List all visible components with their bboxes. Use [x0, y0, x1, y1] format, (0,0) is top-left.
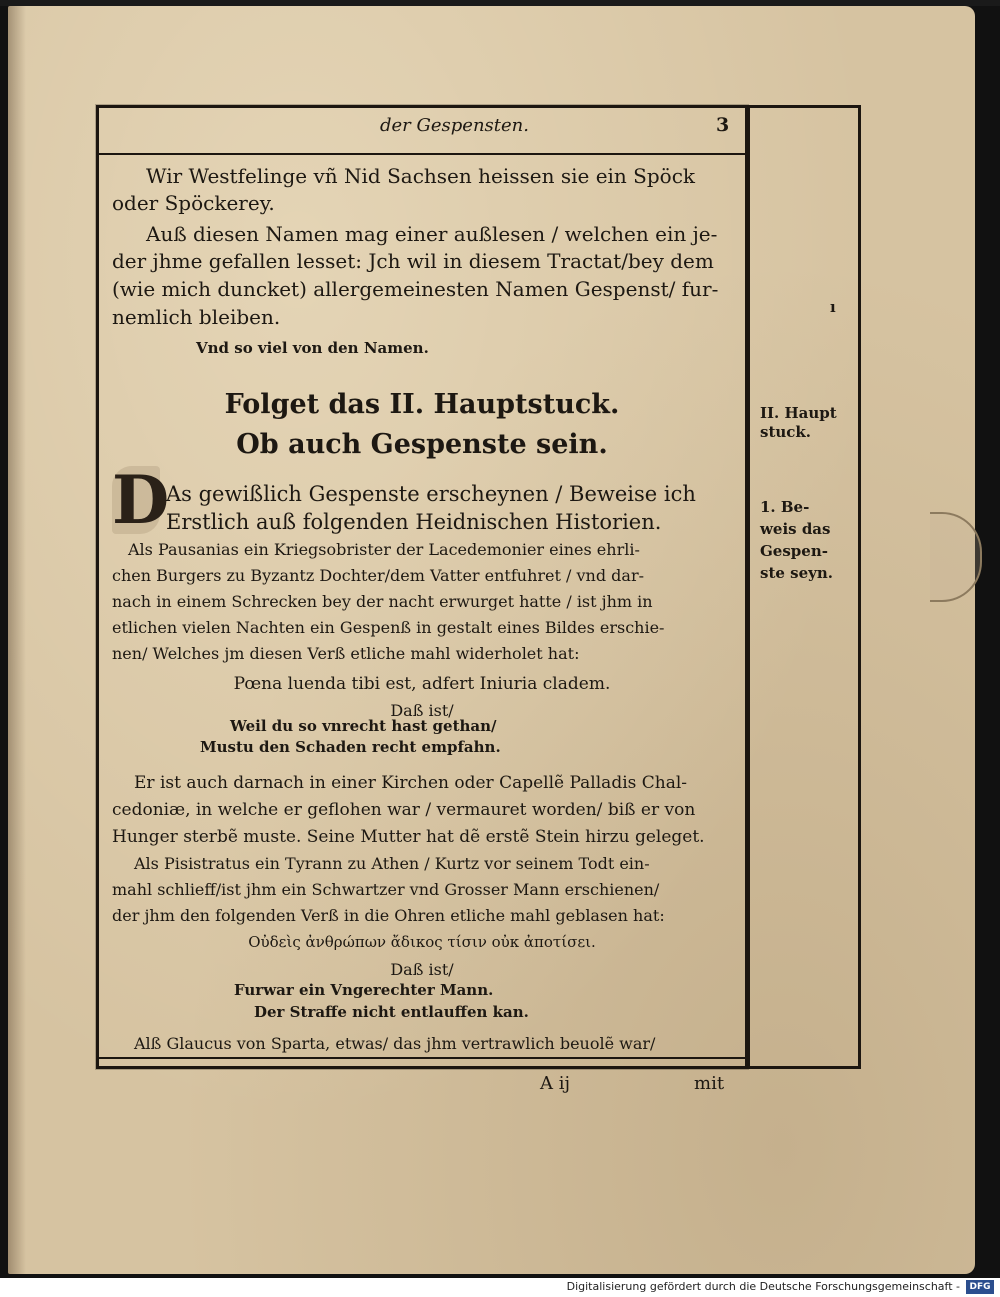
page-number: 3 [716, 114, 730, 136]
spine-shadow [8, 6, 26, 1274]
intro-line-5: (wie mich duncket) allergemeinesten Namen Gespenst/ fur- [112, 277, 719, 301]
para3-line-2: cedoniæ, in welche er geflohen war / vermauret worden/ biß er von [112, 800, 696, 820]
latin-verse: Pœna luenda tibi est, adfert Iniuria cladem. [233, 674, 611, 694]
dass-ist-2: Daß ist/ [390, 960, 454, 979]
para2-line-1: Als Pausanias ein Kriegsobrister der Lacedemonier eines ehrli- [128, 540, 640, 559]
intro-line-4: der jhme gefallen lesset: Jch wil in diesem Tractat/bey dem [112, 249, 714, 273]
margin-note1-line-1: II. Haupt [760, 404, 837, 422]
intro-line-1: Wir Westfelinge vñ Nid Sachsen heissen sie ein Spöck [146, 164, 696, 188]
intro-line-6: nemlich bleiben. [112, 305, 281, 329]
margin-note2-line-2: weis das [760, 520, 831, 538]
intro-line-3: Auß diesen Namen mag einer außlesen / welchen ein je- [146, 222, 718, 246]
running-head: der Gespensten. [380, 115, 529, 136]
header-rule [99, 153, 745, 155]
dfg-credit-text: Digitalisierung gefördert durch die Deutsche Forschungsgemeinschaft - [566, 1280, 960, 1293]
greek-verse: Οὐδεὶς ἀνθρώπων ἄδικος τίσιν οὐκ ἀποτίσει. [248, 933, 596, 951]
para2-line-4: etlichen vielen Nachten ein Gespenß in gestalt eines Bildes erschie- [112, 618, 665, 637]
verse2-line-2: Der Straffe nicht entlauffen kan. [254, 1003, 529, 1021]
chapter-heading: Folget das II. Hauptstuck. [224, 389, 620, 420]
signature-mark: A ij [540, 1073, 571, 1094]
dfg-logo-icon: DFG [966, 1280, 994, 1294]
para2-line-2: chen Burgers zu Byzantz Dochter/dem Vatter entfuhret / vnd dar- [112, 566, 644, 585]
para1-line-2: Erstlich auß folgenden Heidnischen Historien. [166, 510, 662, 534]
closing-line: Vnd so viel von den Namen. [196, 339, 429, 357]
margin-note1-line-2: stuck. [760, 423, 812, 441]
margin-note2-line-3: Gespen- [760, 542, 828, 560]
margin-note2-line-1: 1. Be- [760, 498, 810, 516]
dass-ist-1: Daß ist/ [390, 701, 454, 720]
decorated-initial: D [112, 461, 170, 539]
intro-line-2: oder Spöckerey. [112, 191, 275, 215]
para3-line-6: der jhm den folgenden Verß in die Ohren etliche mahl geblasen hat: [112, 906, 665, 925]
margin-mark: ı [830, 298, 836, 316]
chapter-subheading: Ob auch Gespenste sein. [236, 429, 608, 460]
para2-line-5: nen/ Welches jm diesen Verß etliche mahl widerholet hat: [112, 644, 580, 663]
margin-note2-line-4: ste seyn. [760, 564, 833, 582]
catchword: mit [694, 1073, 725, 1094]
last-line: Alß Glaucus von Sparta, etwas/ das jhm vertrawlich beuolẽ war/ [134, 1034, 656, 1053]
verse2-line-1: Furwar ein Vngerechter Mann. [234, 981, 494, 999]
para3-line-5: mahl schlieff/ist jhm ein Schwartzer vnd Grosser Mann erschienen/ [112, 880, 660, 899]
margin-notes-frame [748, 105, 861, 1069]
para3-line-1: Er ist auch darnach in einer Kirchen oder Capellẽ Palladis Chal- [134, 773, 688, 793]
para3-line-4: Als Pisistratus ein Tyrann zu Athen / Kurtz vor seinem Todt ein- [134, 854, 650, 873]
para3-line-3: Hunger sterbẽ muste. Seine Mutter hat dẽ erstẽ Stein hirzu geleget. [112, 827, 705, 847]
verse1-line-1: Weil du so vnrecht hast gethan/ [230, 717, 497, 735]
dfg-footer-bar [0, 1278, 1000, 1297]
verse1-line-2: Mustu den Schaden recht empfahn. [200, 738, 501, 756]
para1-line-1: As gewißlich Gespenste erscheynen / Beweise ich [166, 482, 696, 506]
para2-line-3: nach in einem Schrecken bey der nacht erwurget hatte / ist jhm in [112, 592, 653, 611]
footer-rule [99, 1057, 745, 1059]
